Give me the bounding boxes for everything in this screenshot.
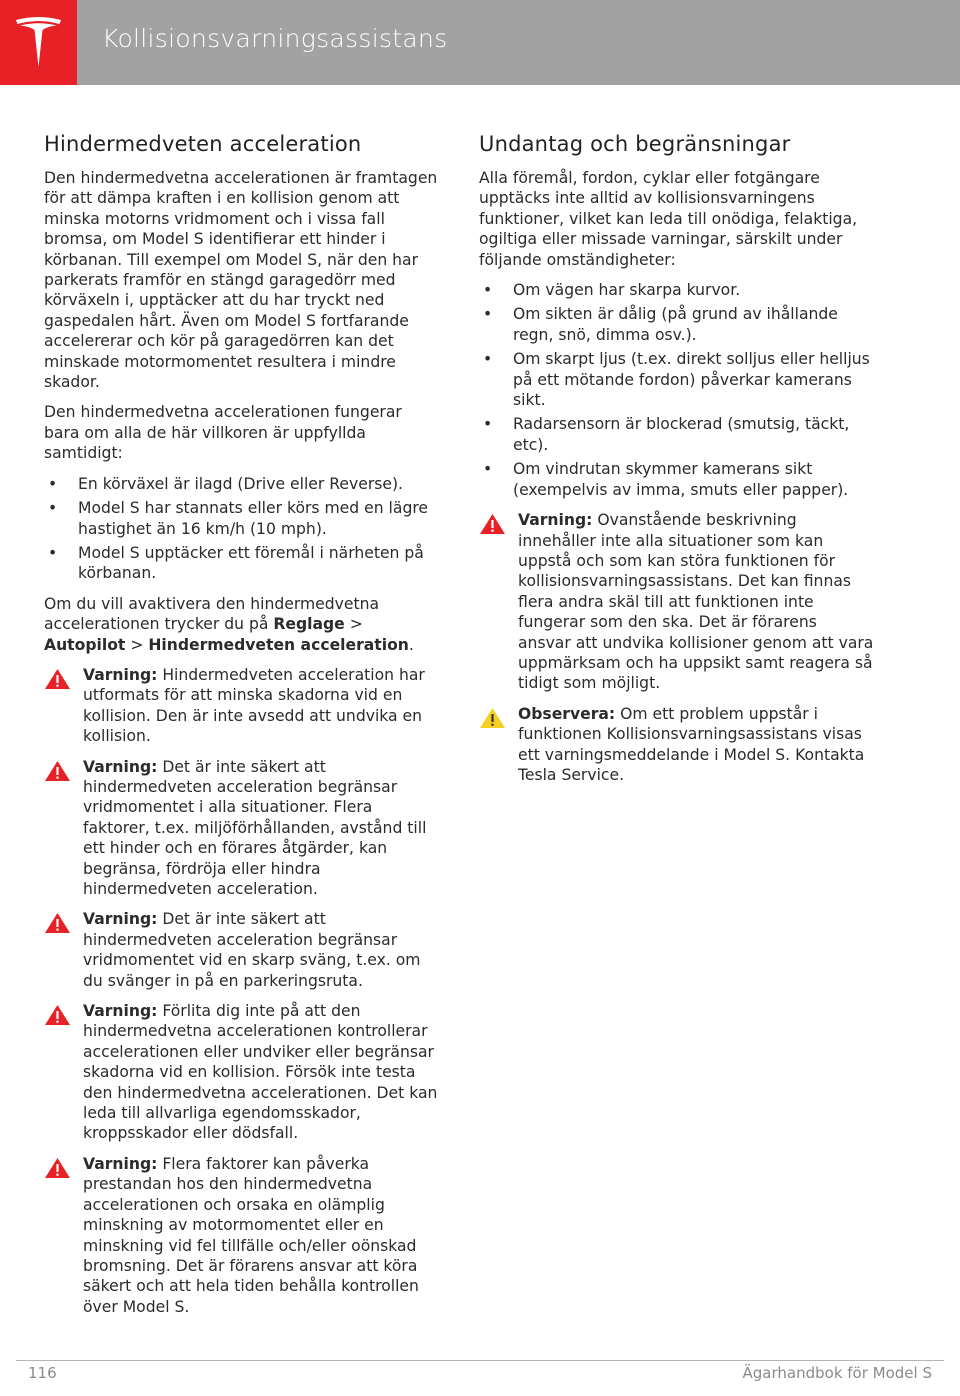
- list-item: • Om vindrutan skymmer kamerans sikt (exempelvis av imma, smuts eller papper).: [483, 460, 849, 499]
- list-item: • Om skarpt ljus (t.ex. direkt solljus eller helljus på ett mötande fordon) påverkar kamerans sikt.: [483, 350, 870, 410]
- bullet-icon: •: [48, 499, 58, 518]
- warning-icon: [44, 668, 71, 690]
- section-heading: Undantag och begränsningar: [479, 132, 791, 156]
- warning-note: Varning: Det är inte säkert att hindermedveten acceleration begränsar vridmomentet vid en skarp sväng, t.ex. om du svänger in på en parkeringsruta.: [44, 909, 439, 991]
- bullet-icon: •: [483, 305, 493, 324]
- page-title: Kollisionsvarningsassistans: [102, 24, 448, 53]
- warning-icon: [44, 1004, 71, 1026]
- bullet-icon: •: [483, 350, 493, 369]
- list-item: • Model S har stannats eller körs med en lägre hastighet än 16 km/h (10 mph).: [48, 499, 428, 538]
- ui-path-setting: Hindermedveten acceleration: [148, 635, 409, 654]
- page-number: 116: [28, 1364, 57, 1382]
- paragraph: Den hindermedvetna accelerationen fungerar bara om alla de här villkoren är uppfyllda samtidigt:: [44, 403, 402, 463]
- warning-icon: [479, 513, 506, 535]
- bullet-list: [44, 474, 439, 584]
- footer-divider: [16, 1360, 944, 1361]
- warning-note: Varning: Förlita dig inte på att den hindermedvetna accelerationen kontrollerar accelerationen eller undviker eller begränsar skadorna vid en kollision. Försök inte testa den hindermedvetna accelerationen. Det kan leda till allvarliga egendomsskador, kroppsskador eller dödsfall.: [44, 1001, 439, 1144]
- list-item: • Radarsensorn är blockerad (smutsig, täckt, etc).: [483, 415, 850, 454]
- right-column: [479, 126, 874, 795]
- section-heading: Hindermedveten acceleration: [44, 132, 362, 156]
- caution-icon: [479, 707, 506, 729]
- left-column: [44, 126, 439, 1327]
- bullet-icon: •: [48, 543, 58, 562]
- warning-icon: [44, 912, 71, 934]
- warning-note: Varning: Det är inte säkert att hindermedveten acceleration begränsar vridmomentet i alla situationer. Flera faktorer, t.ex. miljöförhållanden, avstånd till ett hinder och en förares åtgärder, kan begränsa, fördröja eller hindra hindermedveten acceleration.: [44, 757, 439, 900]
- caution-note: Observera: Om ett problem uppstår i funktionen Kollisionsvarningsassistans visas ett varningsmeddelande i Model S. Kontakta Tesla Service.: [479, 704, 874, 786]
- footer-title: Ägarhandbok för Model S: [742, 1364, 932, 1382]
- page-header: [0, 0, 960, 85]
- warning-icon: [44, 760, 71, 782]
- warning-note: Varning: Hindermedveten acceleration har utformats för att minska skadorna vid en kollision. Den är inte avsedd att undvika en kollision.: [44, 665, 439, 747]
- list-item: • En körväxel är ilagd (Drive eller Reverse).: [48, 474, 403, 493]
- list-item: • Model S upptäcker ett föremål i närheten på körbanan.: [48, 543, 424, 583]
- bullet-icon: •: [483, 281, 493, 300]
- ui-path-autopilot: Autopilot: [44, 635, 126, 654]
- ui-path-reglage: Reglage: [273, 615, 345, 634]
- warning-icon: [44, 1157, 71, 1179]
- list-item: • Om sikten är dålig (på grund av ihållande regn, snö, dimma osv.).: [483, 305, 838, 344]
- list-item: • Om vägen har skarpa kurvor.: [483, 281, 741, 300]
- bullet-icon: •: [483, 415, 493, 434]
- tesla-logo: [0, 0, 77, 85]
- bullet-icon: •: [483, 460, 493, 479]
- tesla-logo-icon: [14, 16, 63, 68]
- paragraph: Den hindermedvetna accelerationen är framtagen för att dämpa kraften i en kollision genom att minska motorns vridmoment och i vissa fall bromsa, om Model S identifierar ett hinder i körbanan. Till exempel om Model S, när den har parkerats framför en stängd garagedörr med körväxeln i, upptäcker att du har tryckt ned gaspedalen hårt. Även om Model S fortfarande accelererar och kör på garagedörren kan det minskade motormomentet resultera i mindre skador.: [44, 169, 438, 392]
- warning-note: Varning: Ovanstående beskrivning innehåller inte alla situationer som kan uppstå och som kan störa funktionen för kollisionsvarningsassistans. Det kan finnas flera andra skäl till att funktionen inte fungerar som den ska. Det är förarens ansvar att undvika kollisioner genom att vara uppmärksam och ha uppsikt samt reagera så tidigt som möjligt.: [479, 510, 874, 694]
- bullet-list: [479, 280, 874, 500]
- paragraph: Alla föremål, fordon, cyklar eller fotgängare upptäcks inte alltid av kollisionsvarningens funktioner, vilket kan leda till onödiga, felaktiga, ogiltiga eller missade varningar, särskilt under följande omständigheter:: [479, 169, 858, 269]
- warning-note: Varning: Flera faktorer kan påverka prestandan hos den hindermedvetna accelerationen och orsaka en olämplig minskning av motormomentet eller en minskning vid fel tillfälle och/eller oönskad bromsning. Det är förarens ansvar att köra säkert och att hela tiden behålla kontrollen över Model S.: [44, 1154, 439, 1317]
- bullet-icon: •: [48, 474, 58, 493]
- paragraph: Om du vill avaktivera den hindermedvetna accelerationen trycker du på Reglage > Autopilot > Hindermedveten acceleration.: [44, 594, 414, 654]
